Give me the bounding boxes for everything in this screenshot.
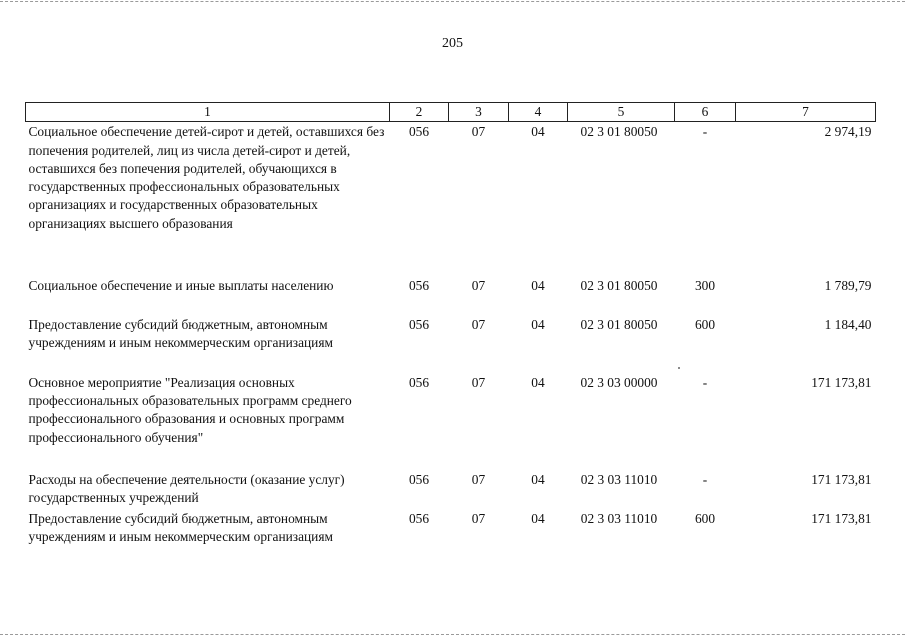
row-sum: 2 974,19 <box>824 124 872 140</box>
scan-speck <box>678 367 680 369</box>
table-header-row <box>26 103 876 122</box>
row-ved: 056 <box>408 316 430 332</box>
row-vr: - <box>702 124 708 140</box>
page-number: 205 <box>442 36 463 51</box>
table-row <box>26 315 876 373</box>
column-header-5: 5 <box>568 103 675 122</box>
row-csr: 02 3 01 80050 <box>580 124 658 140</box>
row-name: Социальное обеспечение детей-сирот и детей, оставшихся без попечения родителей, лиц из числа детей-сирот и детей, оставшихся без попечения родителей, обучающихся в государственных профессиональных образовательных организациях и государственных образовательных организациях высшего образования <box>28 124 385 231</box>
row-sum: 1 789,79 <box>824 277 872 293</box>
row-csr: 02 3 01 80050 <box>580 277 658 293</box>
row-vr: - <box>702 374 708 390</box>
table-row <box>26 373 876 470</box>
row-pr: 04 <box>531 510 545 526</box>
row-pr: 04 <box>531 316 545 332</box>
column-header-2: 2 <box>390 103 449 122</box>
row-vr: 600 <box>694 316 716 332</box>
column-header-7: 7 <box>736 103 876 122</box>
row-rz: 07 <box>471 316 486 332</box>
row-csr: 02 3 01 80050 <box>580 316 658 332</box>
row-csr: 02 3 03 00000 <box>580 374 658 390</box>
row-sum: 171 173,81 <box>811 510 872 526</box>
row-name: Предоставление субсидий бюджетным, автономным учреждениям и иным некоммерческим организациям <box>28 510 333 545</box>
row-ved: 056 <box>408 471 430 487</box>
row-rz: 07 <box>471 277 486 293</box>
row-pr: 04 <box>531 277 545 293</box>
row-sum: 1 184,40 <box>824 316 872 332</box>
row-sum: 171 173,81 <box>811 374 872 390</box>
row-ved: 056 <box>408 510 430 526</box>
column-header-1: 1 <box>26 103 390 122</box>
row-pr: 04 <box>531 471 545 487</box>
row-rz: 07 <box>471 374 486 390</box>
budget-table <box>25 102 876 548</box>
row-ved: 056 <box>408 374 430 390</box>
row-sum: 171 173,81 <box>811 471 872 487</box>
row-csr: 02 3 03 11010 <box>580 510 658 526</box>
row-pr: 04 <box>531 124 545 140</box>
row-vr: 600 <box>694 510 716 526</box>
column-header-3: 3 <box>449 103 509 122</box>
row-pr: 04 <box>531 374 545 390</box>
row-name: Предоставление субсидий бюджетным, автономным учреждениям и иным некоммерческим организациям <box>28 316 333 351</box>
row-csr: 02 3 03 11010 <box>580 471 658 487</box>
row-ved: 056 <box>408 124 430 140</box>
scan-edge-bottom <box>0 634 905 635</box>
scan-edge-top <box>0 1 905 2</box>
row-name: Основное мероприятие "Реализация основных профессиональных образовательных программ среднего профессионального образования и основных программ профессионального обучения" <box>28 374 352 445</box>
table-row <box>26 470 876 509</box>
row-rz: 07 <box>471 124 486 140</box>
row-name: Расходы на обеспечение деятельности (оказание услуг) государственных учреждений <box>28 471 345 506</box>
row-vr: - <box>702 471 708 487</box>
column-header-6: 6 <box>675 103 736 122</box>
table-row <box>26 122 876 276</box>
row-vr: 300 <box>694 277 716 293</box>
row-name: Социальное обеспечение и иные выплаты населению <box>28 277 334 293</box>
row-ved: 056 <box>408 277 430 293</box>
table-row <box>26 276 876 315</box>
row-rz: 07 <box>471 471 486 487</box>
column-header-4: 4 <box>509 103 568 122</box>
row-rz: 07 <box>471 510 486 526</box>
table-row <box>26 509 876 548</box>
